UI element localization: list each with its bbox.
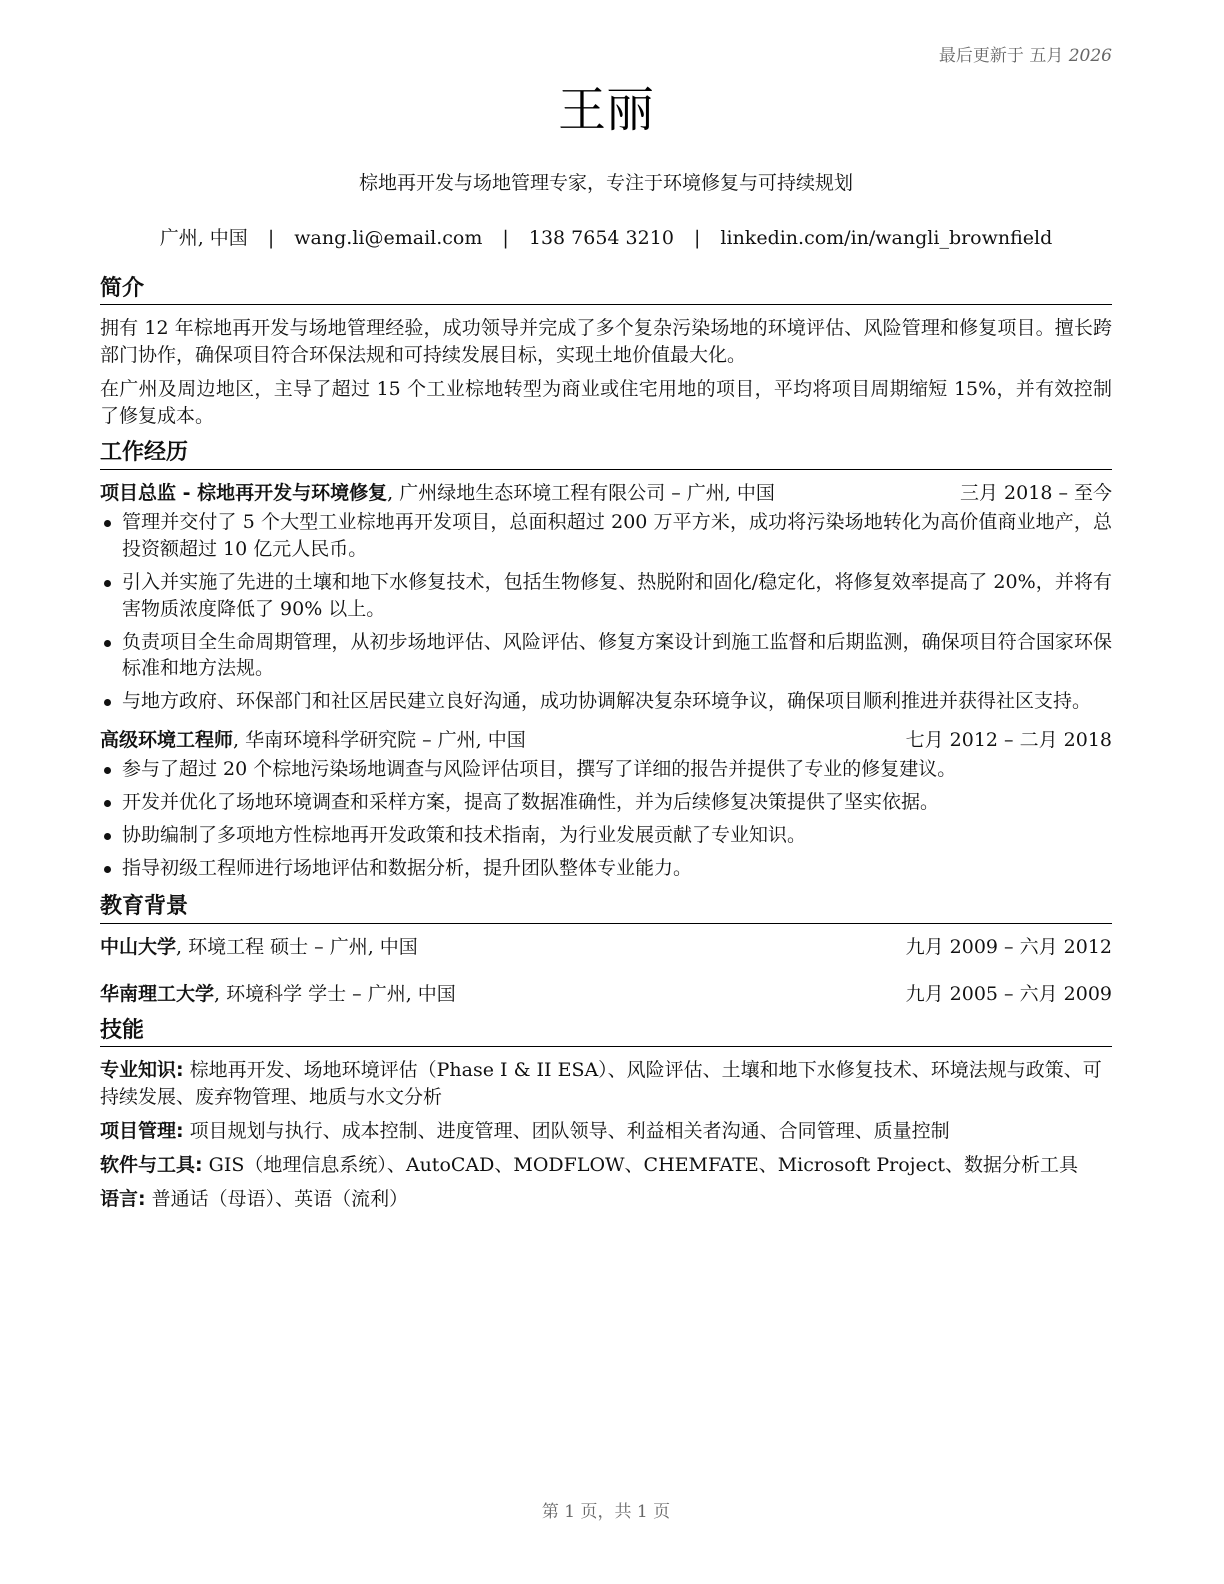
education-detail: , 环境工程 硕士 – 广州, 中国	[176, 935, 418, 958]
skill-value: 棕地再开发、场地环境评估（Phase I & II ESA）、风险评估、土壤和地下水修复技术、环境法规与政策、可持续发展、废弃物管理、地质与水文分析	[100, 1058, 1102, 1108]
list-item: 参与了超过 20 个棕地污染场地调查与风险评估项目，撰写了详细的报告并提供了专业的修复建议。	[100, 756, 1112, 783]
last-updated-label: 最后更新于 五月	[938, 46, 1064, 66]
skill-label: 语言:	[100, 1187, 146, 1210]
education-entry	[100, 934, 1112, 961]
education-school: 中山大学	[100, 935, 177, 958]
last-updated	[939, 44, 1112, 68]
job-org: , 华南环境科学研究院 – 广州, 中国	[233, 729, 526, 752]
candidate-name: 王丽	[557, 82, 654, 138]
job-title	[100, 480, 775, 507]
contact-email[interactable]: wang.li@email.com	[294, 227, 483, 249]
job-entry	[100, 480, 1112, 716]
job-bullets	[100, 509, 1112, 716]
skill-row	[100, 1186, 1112, 1213]
list-item: 负责项目全生命周期管理，从初步场地评估、风险评估、修复方案设计到施工监督和后期监测，确保项目符合国家环保标准和地方法规。	[100, 629, 1112, 683]
list-item: 与地方政府、环保部门和社区居民建立良好沟通，成功协调解决复杂环境争议，确保项目顺利推进并获得社区支持。	[100, 688, 1112, 715]
summary-paragraph: 拥有 12 年棕地再开发与场地管理经验，成功领导并完成了多个复杂污染场地的环境评估、风险管理和修复项目。擅长跨部门协作，确保项目符合环保法规和可持续发展目标，实现土地价值最大化。	[100, 317, 1112, 367]
summary-section	[100, 276, 1112, 430]
list-item: 引入并实施了先进的土壤和地下水修复技术，包括生物修复、热脱附和固化/稳定化，将修复效率提高了 20%，并将有害物质浓度降低了 90% 以上。	[100, 569, 1112, 623]
job-header	[100, 480, 1112, 507]
education-school-line	[100, 934, 418, 961]
contact-phone: 138 7654 3210	[528, 227, 674, 249]
list-item: 指导初级工程师进行场地评估和数据分析，提升团队整体专业能力。	[100, 855, 1112, 882]
education-section	[100, 894, 1112, 1007]
job-header	[100, 727, 1112, 754]
summary-paragraph: 在广州及周边地区，主导了超过 15 个工业棕地转型为商业或住宅用地的项目，平均将项目周期缩短 15%，并有效控制了修复成本。	[100, 378, 1112, 428]
job-dates: 七月 2012 – 二月 2018	[905, 729, 1112, 752]
section-title: 简介	[100, 276, 1112, 305]
experience-section	[100, 440, 1112, 882]
contact-separator: |	[693, 227, 701, 249]
section-title: 技能	[100, 1018, 1112, 1047]
skill-row	[100, 1118, 1112, 1145]
job-entry	[100, 727, 1112, 882]
skill-value: GIS（地理信息系统）、AutoCAD、MODFLOW、CHEMFATE、Microsoft Project、数据分析工具	[202, 1153, 1079, 1176]
skill-row	[100, 1152, 1112, 1179]
skills-section	[100, 1018, 1112, 1213]
job-org: , 广州绿地生态环境工程有限公司 – 广州, 中国	[387, 481, 775, 504]
education-detail: , 环境科学 学士 – 广州, 中国	[214, 982, 456, 1005]
education-school-line	[100, 981, 456, 1008]
skill-label: 专业知识:	[100, 1058, 184, 1081]
list-item: 开发并优化了场地环境调查和采样方案，提高了数据准确性，并为后续修复决策提供了坚实依据。	[100, 789, 1112, 816]
contact-location: 广州, 中国	[159, 227, 248, 249]
education-dates: 九月 2005 – 六月 2009	[905, 982, 1112, 1005]
job-dates: 三月 2018 – 至今	[960, 481, 1112, 504]
section-title: 教育背景	[100, 894, 1112, 923]
skill-value: 普通话（母语）、英语（流利）	[145, 1187, 409, 1210]
job-bullets	[100, 756, 1112, 882]
tagline: 棕地再开发与场地管理专家，专注于环境修复与可持续规划	[358, 172, 853, 194]
job-role: 项目总监 - 棕地再开发与环境修复	[100, 481, 388, 504]
skill-label: 项目管理:	[100, 1119, 184, 1142]
job-role: 高级环境工程师	[100, 729, 234, 752]
resume-content	[100, 276, 1112, 1223]
skill-label: 软件与工具:	[100, 1153, 203, 1176]
contact-linkedin[interactable]: linkedin.com/in/wangli_brownfield	[720, 227, 1053, 249]
education-entry	[100, 981, 1112, 1008]
education-school: 华南理工大学	[100, 982, 215, 1005]
page-number: 第 1 页，共 1 页	[541, 1502, 671, 1522]
last-updated-year: 2026	[1068, 46, 1112, 66]
contact-separator: |	[267, 227, 275, 249]
job-title	[100, 727, 526, 754]
skill-row	[100, 1057, 1112, 1111]
contact-line	[100, 225, 1112, 252]
contact-separator: |	[502, 227, 509, 249]
list-item: 管理并交付了 5 个大型工业棕地再开发项目，总面积超过 200 万平方米，成功将污染场地转化为高价值商业地产，总投资额超过 10 亿元人民币。	[100, 509, 1112, 563]
education-dates: 九月 2009 – 六月 2012	[905, 935, 1112, 958]
resume-page	[100, 0, 1112, 1584]
skill-value: 项目规划与执行、成本控制、进度管理、团队领导、利益相关者沟通、合同管理、质量控制	[183, 1119, 950, 1142]
list-item: 协助编制了多项地方性棕地再开发政策和技术指南，为行业发展贡献了专业知识。	[100, 822, 1112, 849]
section-title: 工作经历	[100, 440, 1112, 469]
